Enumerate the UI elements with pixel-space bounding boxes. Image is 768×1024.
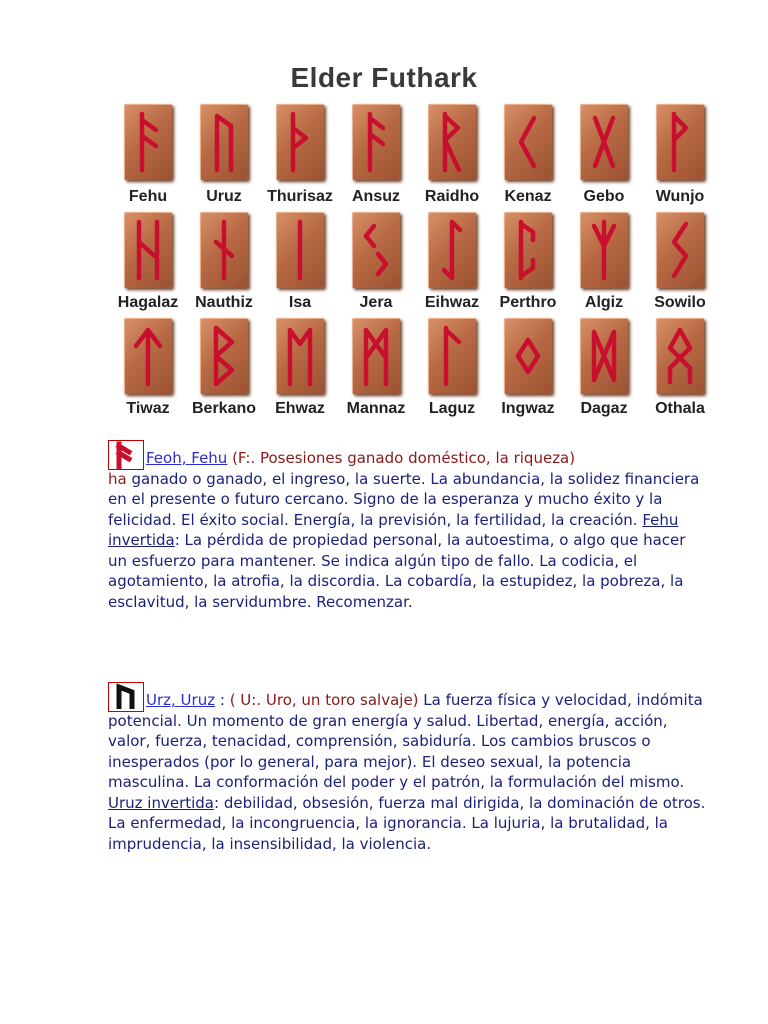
rune-glyph-wunjo (656, 104, 704, 180)
entry-fehu-text (108, 440, 708, 612)
urz-uruz-link[interactable]: Urz, Uruz (146, 691, 216, 709)
rune-tile-thurisaz (276, 104, 324, 180)
rune-label-isa: Isa (288, 294, 312, 311)
rune-glyph-fehu (124, 104, 172, 180)
rune-glyph-raidho (428, 104, 476, 180)
rune-tile-sowilo (656, 212, 704, 288)
rune-tile-laguz (428, 318, 476, 394)
rune-tile-tiwaz (124, 318, 172, 394)
entry-fehu-text1: ganado o ganado, el ingreso, la suerte. La abundancia, la solidez financiera en el presente o futuro cercano. Signo de la esperanza y mucho éxito y la felicidad. El éxito social. Energía, la previsión, la fertilidad, la creación. (108, 469, 700, 529)
rune-glyph-uruz (200, 104, 248, 180)
entry-fehu-paren: (F:. Posesiones (227, 449, 348, 467)
rune-glyph-eihwaz (428, 212, 476, 288)
uruz-icon (108, 682, 144, 712)
rune-chart (112, 104, 712, 424)
rune-label-tiwaz: Tiwaz (126, 400, 170, 417)
rune-tile-dagaz (580, 318, 628, 394)
rune-tile-fehu (124, 104, 172, 180)
rune-glyph-berkano (200, 318, 248, 394)
entry-uruz (108, 682, 708, 854)
rune-tile-jera (352, 212, 400, 288)
rune-label-dagaz: Dagaz (580, 400, 628, 417)
rune-tile-perthro (504, 212, 552, 288)
chart-title: Elder Futhark (290, 62, 478, 93)
rune-tile-ingwaz (504, 318, 552, 394)
rune-glyph-ehwaz (276, 318, 324, 394)
entry-fehu-maroon2: la riqueza) (495, 449, 576, 467)
rune-tile-eihwaz (428, 212, 476, 288)
rune-glyph-othala (656, 318, 704, 394)
rune-tile-ehwaz (276, 318, 324, 394)
rune-glyph-perthro (504, 212, 552, 288)
entry-fehu-maroon3: ha (108, 469, 127, 488)
rune-label-gebo: Gebo (583, 188, 625, 205)
rune-tile-isa (276, 212, 324, 288)
rune-glyph-tiwaz (124, 318, 172, 394)
fehu-icon (108, 440, 144, 470)
rune-label-algiz: Algiz (584, 294, 624, 311)
rune-label-mannaz: Mannaz (346, 400, 406, 417)
entry-fehu-sep: , (485, 449, 496, 467)
rune-glyph-hagalaz (124, 212, 172, 288)
rune-glyph-sowilo (656, 212, 704, 288)
rune-glyph-algiz (580, 212, 628, 288)
rune-tile-mannaz (352, 318, 400, 394)
rune-label-wunjo: Wunjo (655, 188, 705, 205)
rune-glyph-ingwaz (504, 318, 552, 394)
rune-glyph-ansuz (352, 104, 400, 180)
rune-label-ingwaz: Ingwaz (501, 400, 555, 417)
rune-label-berkano: Berkano (191, 400, 257, 417)
entry-uruz-text1: La fuerza física y velocidad, indómita potencial. Un momento de gran energía y salud. Libertad, energía, acción, valor, fuerza, tenacidad, comprensión, sabiduría. Los cambios bruscos o inesperados (por lo general, para mejor). El deseo sexual, la potencia masculina. La conformación del poder y el patrón, la formulación del mismo. (108, 691, 703, 791)
rune-glyph-nauthiz (200, 212, 248, 288)
rune-label-ehwaz: Ehwaz (275, 400, 325, 417)
rune-label-othala: Othala (655, 400, 705, 417)
rune-label-nauthiz: Nauthiz (195, 294, 253, 311)
rune-tile-raidho (428, 104, 476, 180)
rune-label-eihwaz: Eihwaz (424, 294, 480, 311)
rune-label-perthro: Perthro (499, 294, 557, 311)
entry-uruz-text2: : debilidad, obsesión, fuerza mal dirigida, la dominación de otros. La enfermedad, la incongruencia, la ignorancia. La lujuria, la brutalidad, la imprudencia, la insensibilidad, la violencia. (108, 793, 706, 853)
rune-glyph-jera (352, 212, 400, 288)
rune-glyph-kenaz (504, 104, 552, 180)
rune-label-kenaz: Kenaz (504, 188, 552, 205)
rune-tile-othala (656, 318, 704, 394)
entry-uruz-maroon1: ( U:. Uro, un toro salvaje) (229, 691, 419, 709)
rune-tile-algiz (580, 212, 628, 288)
rune-tile-hagalaz (124, 212, 172, 288)
feoh-fehu-link[interactable]: Feoh, Fehu (146, 449, 228, 467)
entry-fehu-text2: : La pérdida de propiedad personal, la autoestima, o algo que hacer un esfuerzo para mantener. Se indica algún tipo de fallo. La codicia, el agotamiento, la atrofia, la discordia. La cobardía, la estupidez, la pobreza, la esclavitud, la servidumbre. Recomenzar. (108, 531, 686, 611)
rune-label-uruz: Uruz (206, 188, 242, 205)
rune-label-fehu: Fehu (128, 188, 168, 205)
rune-tile-gebo (580, 104, 628, 180)
entry-uruz-text (108, 682, 708, 854)
rune-label-jera: Jera (359, 294, 393, 311)
rune-glyph-dagaz (580, 318, 628, 394)
rune-glyph-laguz (428, 318, 476, 394)
rune-tile-nauthiz (200, 212, 248, 288)
entry-uruz-colon: : (215, 691, 230, 709)
entry-fehu (108, 440, 708, 612)
rune-tile-ansuz (352, 104, 400, 180)
rune-glyph-isa (276, 212, 324, 288)
uruz-invertida-link[interactable]: Uruz invertida (108, 793, 215, 812)
rune-tile-wunjo (656, 104, 704, 180)
rune-label-laguz: Laguz (428, 400, 476, 417)
rune-tile-kenaz (504, 104, 552, 180)
rune-label-raidho: Raidho (424, 188, 480, 205)
rune-tile-berkano (200, 318, 248, 394)
rune-glyph-thurisaz (276, 104, 324, 180)
rune-glyph-mannaz (352, 318, 400, 394)
rune-tile-uruz (200, 104, 248, 180)
rune-label-hagalaz: Hagalaz (117, 294, 179, 311)
fehu-invertida-link[interactable]: Fehu invertida (108, 510, 679, 549)
entry-fehu-maroon1: ganado doméstico (347, 449, 486, 467)
rune-label-thurisaz: Thurisaz (267, 188, 333, 205)
rune-label-sowilo: Sowilo (654, 294, 706, 311)
rune-label-ansuz: Ansuz (352, 188, 400, 205)
rune-glyph-gebo (580, 104, 628, 180)
